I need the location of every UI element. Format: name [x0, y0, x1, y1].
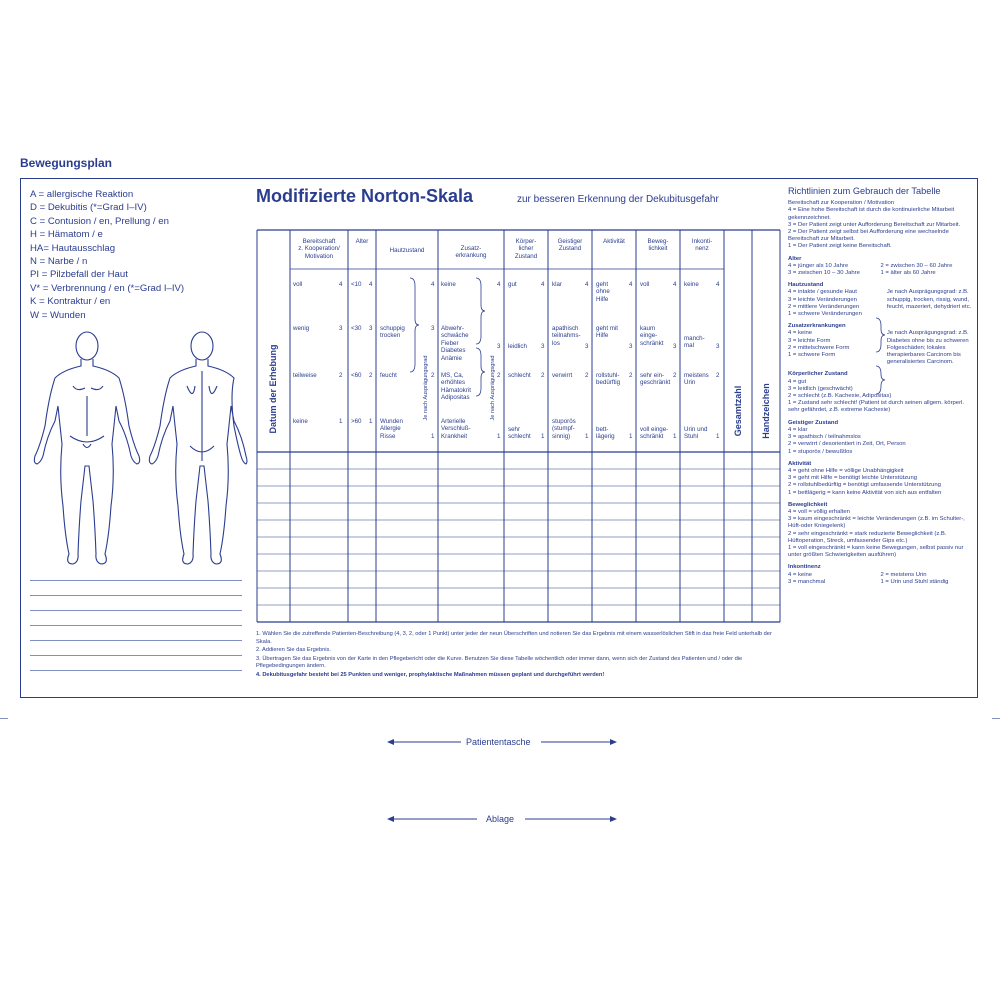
header-hand: Handzeichen [761, 383, 771, 439]
guide-line: 1 = stuporös / bewußtlos [788, 448, 853, 455]
score: 1 [629, 433, 633, 440]
guide-line: 4 = keine [788, 571, 813, 578]
legend-item: A = allergische Reaktion [30, 189, 134, 200]
guide-line: 1 = Der Patient zeigt keine Bereitschaft. [788, 243, 892, 250]
score: 2 [629, 372, 633, 379]
instruction-notes [256, 631, 776, 681]
cell-alter: <10 [351, 281, 362, 288]
legend-item: C = Contusion / en, Prellung / en [30, 215, 169, 227]
guide-line: 3 = leidlich (geschwächt) [788, 385, 853, 392]
guide-line: 4 = voll = völlig erhalten [788, 508, 850, 515]
score: 4 [339, 281, 343, 288]
cell-haut: feucht [380, 372, 397, 379]
guide-title: Richtlinien zum Gebrauch der Tabelle [788, 186, 941, 196]
score: 2 [431, 372, 435, 379]
score: 2 [497, 372, 501, 379]
cell-haut: Wunden Allergie Risse [380, 418, 403, 440]
score: 4 [673, 281, 677, 288]
cell-geist: klar [552, 281, 562, 288]
legend-item: HA= Hautausschlag [30, 242, 116, 254]
guide-heading: Alter [788, 255, 802, 262]
guide-line: 3 = leichte Form [788, 337, 831, 344]
patiententasche-label: Patiententasche [466, 737, 531, 747]
guide-line: 4 = intakte / gesunde Haut [788, 289, 857, 296]
guide-heading: Körperlicher Zustand [788, 371, 848, 378]
guide-heading: Beweglichkeit [788, 501, 828, 508]
guide-line: 2 = mittelschwere Form [788, 344, 850, 351]
score: 3 [673, 343, 677, 350]
header-beweg: Beweg- lichkeit [647, 238, 669, 253]
score: 1 [497, 433, 501, 440]
header-geist: Geistiger Zustand [557, 238, 583, 253]
cell-bereitschaft: teilweise [293, 372, 317, 379]
guide-heading: Inkontinenz [788, 564, 821, 571]
guide-line: 1 = Urin und Stuhl ständig [880, 578, 949, 585]
guide-line: 4 = keine [788, 330, 813, 337]
guide-line: 1 = Zustand sehr schlecht! (Patient ist durch seinen allgem. körperl. sehr gefährdet, z.B. extreme Kachexie) [788, 400, 964, 414]
guide-line: 3 = manchmal [788, 578, 826, 585]
cell-geist: apathisch teilnahms-los [552, 325, 581, 347]
header-koerper: Körper- licher Zustand [514, 238, 538, 260]
header-bereitschaft: Bereitschaft z. Kooperation/ Motivation [298, 238, 340, 260]
score: 4 [629, 281, 633, 288]
guide-line: 2 = mittlere Veränderungen [788, 303, 860, 310]
cell-haut: schuppig trocken [380, 325, 405, 340]
score: 4 [716, 281, 720, 288]
zusatz-side-note: Je nach Ausprägungsgrad [490, 355, 496, 421]
score: 3 [431, 325, 435, 332]
cell-inkont: keine [684, 281, 699, 288]
cell-bereitschaft: voll [293, 281, 303, 288]
score: 3 [716, 343, 720, 350]
guide-line: 1 = schwere Veränderungen [788, 311, 862, 318]
guide-line: 3 = zwischen 10 – 30 Jahre [788, 270, 860, 277]
cell-alter: <30 [351, 325, 362, 332]
usage-guide [788, 188, 973, 586]
legend-item: D = Dekubitis (*=Grad I–IV) [30, 202, 147, 214]
legend-item: W = Wunden [30, 309, 86, 321]
header-datum: Datum der Erhebung [268, 344, 278, 434]
cell-zusatz: Arterielle Verschluß- Krankheit [441, 418, 471, 440]
header-alter: Alter [355, 238, 369, 245]
header-inkont: Inkonti- nenz [691, 238, 713, 253]
score: 2 [585, 372, 589, 379]
cell-beweg: kaum einge-schränkt [640, 325, 664, 347]
note-item: 2. Addieren Sie das Ergebnis. [256, 647, 331, 654]
cell-beweg: voll [640, 281, 650, 288]
guide-line: 1 = voll eingeschränkt = kann keine Bewegungen, selbst passiv nur unter größten Schwierigkeiten ausführen) [788, 544, 964, 559]
score: 3 [541, 343, 545, 350]
bewegungsplan-title: Bewegungsplan [20, 156, 113, 170]
header-zusatz: Zusatz- erkrankung [455, 245, 487, 260]
score: 3 [369, 325, 373, 332]
guide-line: 3 = Der Patient zeigt unter Aufforderung Bereitschaft zur Mitarbeit. [788, 221, 961, 228]
guide-heading: Hautzustand [788, 282, 824, 289]
guide-line: 2 = verwirrt / desorientiert in Zeit, Ort, Person [788, 441, 906, 448]
cell-alter: <60 [351, 372, 362, 379]
cell-koerper: gut [508, 281, 517, 288]
score: 1 [369, 418, 373, 425]
guide-heading: Geistiger Zustand [788, 419, 839, 426]
cell-inkont: Urin und Stuhl [684, 426, 708, 441]
guide-line: 2 = sehr eingeschränkt = stark reduzierte Beweglichkeit (z.B. Hüftoperation, Streck, umfassender Gips etc.) [788, 530, 947, 544]
guide-line: 2 = rollstuhlbedürftig = benötigt umfassende Unterstützung [788, 482, 941, 489]
guide-line: Je nach Ausprägungsgrad: z.B. schuppig, trocken, rissig, wund, feucht, mazeriert, dehydriert etc. [886, 289, 972, 310]
score: 3 [339, 325, 343, 332]
score: 1 [431, 433, 435, 440]
cell-beweg: sehr ein-geschränkt [640, 372, 671, 387]
score: 4 [541, 281, 545, 288]
guide-line: 4 = gut [788, 378, 807, 385]
cell-aktiv: geht ohne Hilfe [596, 281, 610, 303]
guide-heading: Zusatzerkrankungen [788, 323, 846, 330]
note-item: 1. Wählen Sie die zutreffende Patienten-Beschreibung (4, 3, 2, oder 1 Punkt) unter jeder der neun Überschriften und notieren Sie das Ergebnis mit einem wasserlöslichen Stift in das freie Feld unterhalb der Skala. [256, 631, 772, 645]
main-title: Modifizierte Norton-Skala [256, 186, 474, 206]
header-aktiv: Aktivität [603, 238, 625, 245]
guide-line: 4 = geht ohne Hilfe = völlige Unabhängigkeit [788, 467, 904, 474]
score: 2 [369, 372, 373, 379]
cell-beweg: voll einge-schränkt [640, 426, 669, 441]
legend-item: V* = Verbrennung / en (*=Grad I–IV) [30, 282, 185, 294]
cell-geist: stuporös (stumpf-sinnig) [552, 418, 576, 440]
score: 4 [431, 281, 435, 288]
cell-zusatz: keine [441, 281, 456, 288]
score: 4 [497, 281, 501, 288]
header-gesamt: Gesamtzahl [733, 385, 743, 437]
score: 1 [673, 433, 677, 440]
score: 1 [716, 433, 720, 440]
sub-title: zur besseren Erkennung der Dekubitusgefahr [517, 194, 719, 205]
guide-line: 3 = leichte Veränderungen [788, 296, 857, 303]
cell-koerper: sehr schlecht [508, 426, 531, 441]
guide-line: 4 = Eine hohe Bereitschaft ist durch die kontinuierliche Mitarbeit gekennzeichnet. [788, 207, 955, 221]
header-haut: Hautzustand [389, 247, 425, 254]
guide-line: 2 = Der Patient zeigt selbst bei Aufforderung eine wechselnde Bereitschaft zur Mitarbeit. [788, 229, 949, 243]
ablage-label: Ablage [486, 814, 515, 824]
score: 2 [339, 372, 343, 379]
zusatz-brace [476, 348, 485, 396]
cell-zusatz: MS, Ca, erhöhtes Hämatokrit Adipositas [441, 372, 471, 402]
guide-line: 2 = meistens Urin [880, 571, 927, 578]
cell-aktiv: rollstuhl-bedürftig [596, 372, 621, 387]
note-item: 4. Dekubitusgefahr besteht bei 25 Punkten und weniger, prophylaktische Maßnahmen müssen geplant und durchgeführt werden! [256, 671, 605, 678]
cell-inkont: manch-mal [684, 335, 705, 350]
score: 1 [541, 433, 545, 440]
zusatz-brace [476, 278, 485, 344]
legend-item: N = Narbe / n [30, 256, 88, 268]
guide-heading: Aktivität [788, 460, 812, 467]
score: 2 [541, 372, 545, 379]
score: 3 [629, 343, 633, 350]
cell-aktiv: bett-lägerig [596, 426, 615, 441]
cut-mark [992, 718, 1000, 719]
score: 2 [673, 372, 677, 379]
score: 3 [585, 343, 589, 350]
guide-line: 3 = geht mit Hilfe = benötigt leichte Unterstützung [788, 475, 918, 482]
haut-side-note: Je nach Ausprägungsgrad [423, 355, 429, 421]
guide-line: 4 = klar [788, 426, 808, 433]
haut-brace [410, 278, 419, 372]
cell-inkont: meistens Urin [684, 372, 709, 387]
cell-zusatz: Abwehr- schwäche Fieber Diabetes Anämie [441, 325, 469, 362]
guide-line: 2 = zwischen 30 – 60 Jahre [880, 262, 953, 269]
guide-line: 4 = jünger als 10 Jahre [788, 262, 849, 269]
cell-koerper: schlecht [508, 372, 531, 379]
cut-mark [0, 718, 8, 719]
cell-alter: >60 [351, 418, 362, 425]
cell-koerper: leidlich [508, 343, 527, 350]
legend-item: PI = Pilzbefall der Haut [30, 269, 128, 281]
guide-line: 1 = älter als 60 Jahre [880, 270, 936, 277]
note-item: 3. Übertragen Sie das Ergebnis von der Karte in den Pflegebericht oder die Kurve. Benutzen Sie diese Tabelle wöchentlich oder immer dann, wenn sich der Zustand des Patienten und / oder die Pflegebedingungen ändern. [256, 655, 743, 670]
score: 2 [716, 372, 720, 379]
score: 1 [339, 418, 343, 425]
cell-geist: verwirrt [552, 372, 573, 379]
guide-line: 2 = schlecht (z.B. Kachexie, Adipositas) [788, 393, 892, 400]
legend-item: H = Hämatom / e [30, 229, 103, 241]
score: 3 [497, 343, 501, 350]
guide-line: 1 = bettlägerig = kann keine Aktivität von sich aus entfalten [788, 489, 942, 496]
guide-line: 3 = kaum eingeschränkt = leichte Veränderungen (z.B. im Schulter-, Hüft-oder Kniegelenk) [788, 516, 965, 530]
guide-line: 1 = schwere Form [788, 352, 836, 359]
cell-bereitschaft: keine [293, 418, 308, 425]
score: 4 [369, 281, 373, 288]
legend-item: K = Kontraktur / en [30, 296, 111, 308]
cell-aktiv: geht mit Hilfe [596, 325, 619, 340]
guide-line: 3 = apathisch / teilnahmslos [788, 434, 861, 441]
guide-line: Je nach Ausprägungsgrad: z.B. Diabetes ohne bis zu schweren Folgeschäden; lokales therapierbares Carcinom bis generalisiertes Carcinom. [886, 330, 969, 366]
score: 1 [585, 433, 589, 440]
cell-bereitschaft: wenig [293, 325, 310, 332]
guide-intro: Bereitschaft zur Kooperation / Motivation [788, 200, 895, 207]
score: 4 [585, 281, 589, 288]
